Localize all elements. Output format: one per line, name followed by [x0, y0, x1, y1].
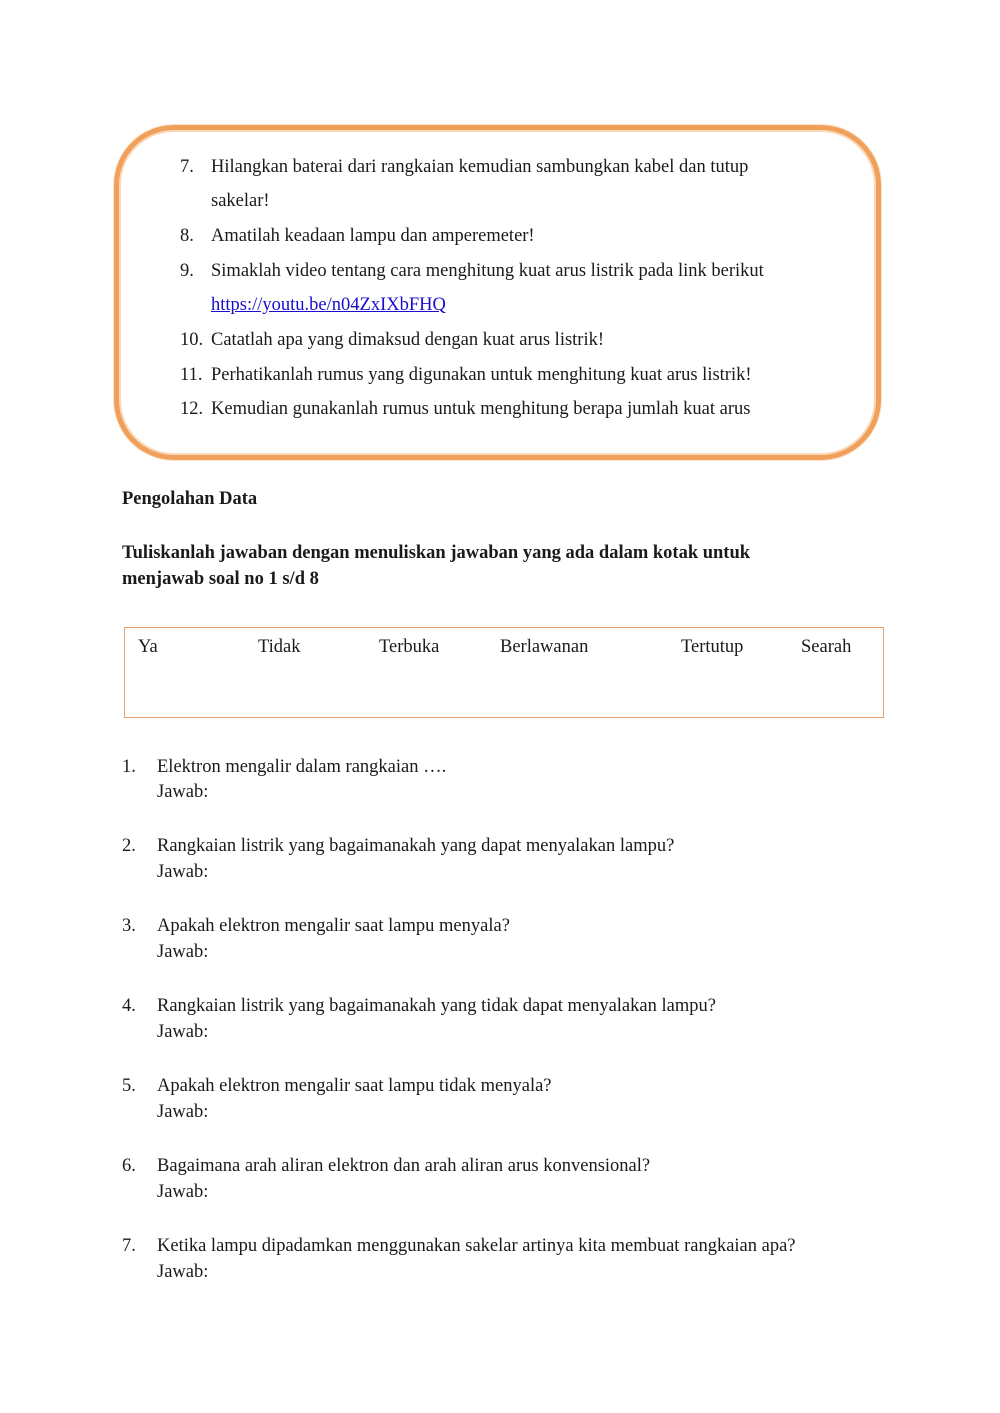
question-text: Rangkaian listrik yang bagaimanakah yang dapat menyalakan lampu? — [157, 836, 675, 856]
question-number: 7. — [122, 1236, 136, 1256]
answer-label: Jawab: — [157, 1262, 209, 1282]
answer-label: Jawab: — [157, 1102, 209, 1122]
answer-label: Jawab: — [157, 942, 209, 962]
answer-option-terbuka: Terbuka — [379, 637, 440, 657]
step-item — [180, 225, 535, 247]
step-item — [180, 260, 764, 282]
instruction-line-2: menjawab soal no 1 s/d 8 — [122, 569, 319, 589]
question-number: 4. — [122, 996, 136, 1016]
question-text: Bagaimana arah aliran elektron dan arah aliran arus konvensional? — [157, 1156, 651, 1176]
step-number: 9. — [180, 261, 194, 281]
answer-label: Jawab: — [157, 782, 209, 802]
answer-option-tidak: Tidak — [258, 637, 301, 657]
question-number: 6. — [122, 1156, 136, 1176]
question-text: Apakah elektron mengalir saat lampu tidak menyala? — [157, 1076, 552, 1096]
question-number: 3. — [122, 916, 136, 936]
question-number: 1. — [122, 757, 136, 777]
instruction-line-1: Tuliskanlah jawaban dengan menuliskan jawaban yang ada dalam kotak untuk — [122, 543, 751, 563]
answer-option-searah: Searah — [801, 637, 852, 657]
step-text: Catatlah apa yang dimaksud dengan kuat arus listrik! — [211, 330, 605, 350]
step-item — [180, 364, 752, 386]
answer-label: Jawab: — [157, 862, 209, 882]
answer-label: Jawab: — [157, 1182, 209, 1202]
question-text: Elektron mengalir dalam rangkaian …. — [157, 757, 447, 777]
step-number: 10. — [180, 330, 204, 350]
section-title: Pengolahan Data — [122, 489, 258, 509]
step-text: Simaklah video tentang cara menghitung kuat arus listrik pada link berikut — [211, 261, 764, 281]
step-text: Amatilah keadaan lampu dan amperemeter! — [211, 226, 535, 246]
question-text: Ketika lampu dipadamkan menggunakan sakelar artinya kita membuat rangkaian apa? — [157, 1236, 796, 1256]
answer-option-ya: Ya — [138, 637, 158, 657]
answer-option-tertutup: Tertutup — [681, 637, 744, 657]
step-text: Kemudian gunakanlah rumus untuk menghitung berapa jumlah kuat arus — [211, 399, 751, 419]
answer-option-berlawanan: Berlawanan — [500, 637, 589, 657]
step-item — [180, 398, 750, 420]
step-item — [180, 329, 604, 351]
step-text: Hilangkan baterai dari rangkaian kemudian sambungkan kabel dan tutup — [211, 157, 749, 177]
video-link[interactable]: https://youtu.be/n04ZxIXbFHQ — [211, 295, 446, 315]
step-text-continuation: sakelar! — [211, 191, 270, 211]
question-text: Rangkaian listrik yang bagaimanakah yang tidak dapat menyalakan lampu? — [157, 996, 716, 1016]
step-number: 11. — [180, 365, 203, 385]
answer-label: Jawab: — [157, 1022, 209, 1042]
step-number: 8. — [180, 226, 194, 246]
step-text: Perhatikanlah rumus yang digunakan untuk menghitung kuat arus listrik! — [211, 365, 752, 385]
question-number: 2. — [122, 836, 136, 856]
step-item — [180, 156, 748, 178]
question-text: Apakah elektron mengalir saat lampu menyala? — [157, 916, 510, 936]
step-number: 7. — [180, 157, 194, 177]
question-number: 5. — [122, 1076, 136, 1096]
step-number: 12. — [180, 399, 204, 419]
